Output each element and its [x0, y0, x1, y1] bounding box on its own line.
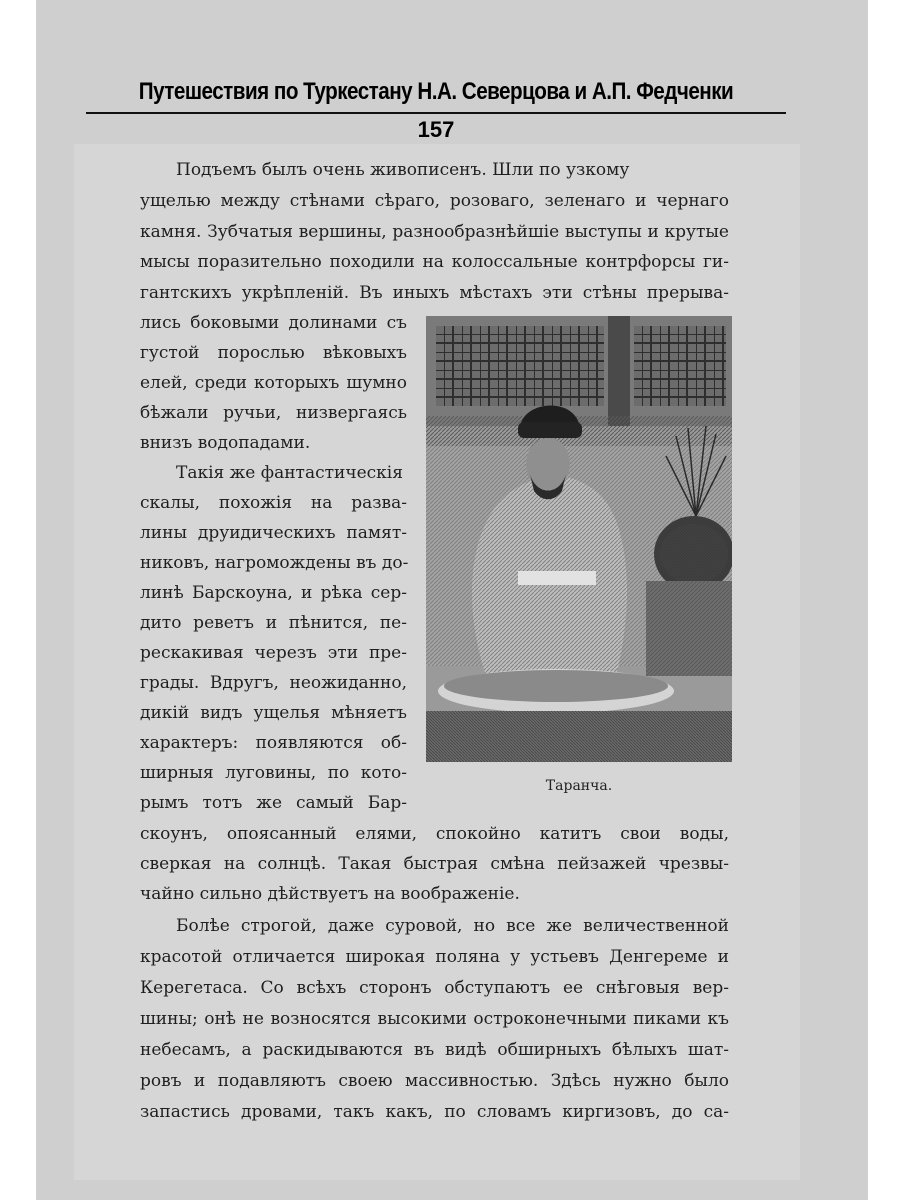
text-line: чайно сильно дѣйствуетъ на воображенiе. [140, 884, 520, 904]
text-line: гантскихъ укрѣпленiй. Въ иныхъ мѣстахъ эти стѣны прерыва- [140, 283, 729, 303]
header-rule [86, 112, 786, 114]
text-line: рескакивая черезъ эти пре- [140, 643, 407, 663]
text-line: шины; онѣ не возносятся высокими остроконечными пиками къ [140, 1009, 729, 1029]
header-title: Путешествия по Туркестану Н.А. Северцова и А.П. Федченки [138, 78, 734, 105]
text-line: характеръ: появляются об- [140, 733, 407, 753]
text-line: ширныя луговины, по кото- [140, 763, 407, 783]
text-line: бѣжали ручьи, низвергаясь [140, 403, 407, 423]
text-line: елей, среди которыхъ шумно [140, 373, 407, 393]
engraving-illustration [426, 316, 732, 762]
text-line: лись боковыми долинами съ [140, 313, 407, 333]
text-line: внизъ водопадами. [140, 433, 311, 453]
text-line: дито реветъ и пѣнится, пе- [140, 613, 407, 633]
text-line: мысы поразительно походили на колоссальные контрфорсы ги- [140, 252, 729, 272]
text-line: ровъ и подавляютъ своею массивностью. Здѣсь нужно было [140, 1071, 729, 1091]
text-line: Подъемъ былъ очень живописенъ. Шли по узкому [176, 160, 630, 180]
text-line: Такiя же фантастическiя [176, 463, 403, 483]
text-line: лины друидическихъ памят- [140, 523, 407, 543]
text-line: небесамъ, а раскидываются въ видѣ обширныхъ бѣлыхъ шат- [140, 1040, 729, 1060]
figure-caption: Таранча. [545, 778, 613, 794]
text-line: никовъ, нагромождены въ до- [140, 553, 409, 573]
page-number: 157 [417, 117, 455, 142]
text-line: сверкая на солнцѣ. Такая быстрая смѣна пейзажей чрезвы- [140, 854, 729, 874]
text-line: красотой отличается широкая поляна у устьевъ Денгереме и [140, 947, 729, 967]
text-line: линѣ Барскоуна, и рѣка сер- [140, 583, 407, 603]
text-line: рымъ тотъ же самый Бар- [140, 793, 407, 813]
text-line: Керегетаса. Со всѣхъ сторонъ обступаютъ ее снѣговыя вер- [140, 978, 729, 998]
text-line: скалы, похожiя на разва- [140, 493, 407, 513]
text-line: дикiй видъ ущелья мѣняетъ [140, 703, 407, 723]
text-line: скоунъ, опоясанный елями, спокойно катитъ свои воды, [140, 824, 729, 844]
text-line: запастись дровами, такъ какъ, по словамъ киргизовъ, до са- [140, 1102, 729, 1122]
seated-man-engraving [426, 316, 732, 762]
text-line: Болѣе строгой, даже суровой, но все же величественной [176, 916, 729, 936]
text-line: грады. Вдругъ, неожиданно, [140, 673, 407, 693]
text-line: густой порослью вѣковыхъ [140, 343, 407, 363]
text-line: ущелью между стѣнами сѣраго, розоваго, зеленаго и чернаго [140, 191, 729, 211]
text-line: камня. Зубчатыя вершины, разнообразнѣйшiе выступы и крутые [140, 222, 729, 242]
